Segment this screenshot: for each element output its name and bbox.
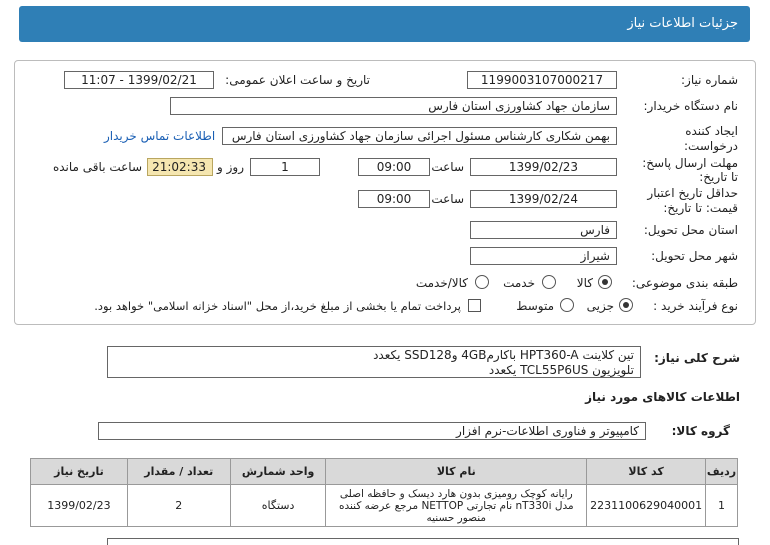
reply-time-label: ساعت [431,160,464,174]
treasury-checkbox[interactable] [468,299,481,312]
col-qty: تعداد / مقدار [127,459,230,485]
validity-label-2: قیمت: تا تاریخ: [663,201,738,215]
city-label: شهر محل تحویل: [651,249,738,263]
announce-date-field: 1399/02/21 - 11:07 [64,71,214,89]
row-code: 2231100629040001 [587,485,706,527]
days-field: 1 [250,158,320,176]
goods-table [30,458,738,527]
creator-label: ایجاد کننده [685,124,738,138]
days-label: روز و [217,160,244,174]
goods-info-title: اطلاعات کالاهای مورد نیاز [585,390,740,404]
row-qty: 2 [127,485,230,527]
remaining-label: ساعت باقی مانده [52,160,142,174]
process-label: نوع فرآیند خرید : [653,299,738,313]
city-field: شیراز [470,247,617,265]
reply-deadline-label: مهلت ارسال پاسخ: [642,156,738,170]
next-section-box [107,538,739,545]
row-index: 1 [706,485,738,527]
goods-group-field: کامپیوتر و فناوری اطلاعات-نرم افزار [98,422,646,440]
row-date: 1399/02/23 [31,485,128,527]
category-label: طبقه بندی موضوعی: [631,276,738,290]
description-line-1: تین کلاینت HPT360-A باکارم4GB وSSD128 یکعدد [373,348,634,362]
need-number-field: 1199003107000217 [467,71,617,89]
category-service-radio[interactable] [542,275,556,289]
category-goods-service-radio[interactable] [475,275,489,289]
province-label: استان محل تحویل: [643,223,738,237]
category-goods-label: کالا [576,276,593,290]
category-service-label: خدمت [503,276,535,290]
validity-date-field: 1399/02/24 [470,190,617,208]
col-unit: واحد شمارش [230,459,326,485]
category-goods-radio[interactable] [598,275,612,289]
header [0,0,770,46]
validity-label: حداقل تاریخ اعتبار [647,186,738,200]
reply-deadline-label-2: تا تاریخ: [699,170,738,184]
col-code: کد کالا [587,459,706,485]
process-medium-label: متوسط [516,299,554,313]
validity-time-field: 09:00 [358,190,430,208]
process-minor-label: جزیی [586,299,614,313]
buyer-label: نام دستگاه خریدار: [643,99,738,113]
table-row [31,485,738,527]
col-index: ردیف [706,459,738,485]
category-goods-service-label: کالا/خدمت [415,276,468,290]
description-label: شرح کلی نیاز: [654,351,740,365]
need-number-label: شماره نیاز: [681,73,738,87]
province-field: فارس [470,221,617,239]
creator-label-2: درخواست: [684,139,738,153]
validity-time-label: ساعت [431,192,464,206]
description-line-2: تلویزیون TCL55P6US یکعدد [488,363,634,377]
description-field [107,346,641,378]
goods-group-label: گروه کالا: [671,424,730,438]
reply-date-field: 1399/02/23 [470,158,617,176]
reply-time-field: 09:00 [358,158,430,176]
page-title: جزئیات اطلاعات نیاز [19,6,750,42]
creator-field: بهمن شکاری کارشناس مسئول اجرائی سازمان جهاد کشاورزی استان فارس [222,127,617,145]
process-minor-radio[interactable] [619,298,633,312]
remaining-time-field: 21:02:33 [147,158,213,176]
col-name: نام کالا [326,459,587,485]
row-name: رایانه کوچک رومیزی بدون هارد دیسک و حافظه اصلی مدل nT330i نام تجارتی NETTOP مرجع عرضه کننده منصور حسنیه [326,485,587,527]
col-date: تاریخ نیاز [31,459,128,485]
buyer-contact-link[interactable]: اطلاعات تماس خریدار [104,129,216,143]
process-medium-radio[interactable] [560,298,574,312]
treasury-note: پرداخت تمام یا بخشی از مبلغ خرید،از محل "اسناد خزانه اسلامی" خواهد بود. [94,299,461,313]
buyer-field: سازمان جهاد کشاورزی استان فارس [170,97,617,115]
row-unit: دستگاه [230,485,326,527]
announce-date-label: تاریخ و ساعت اعلان عمومی: [225,73,370,87]
